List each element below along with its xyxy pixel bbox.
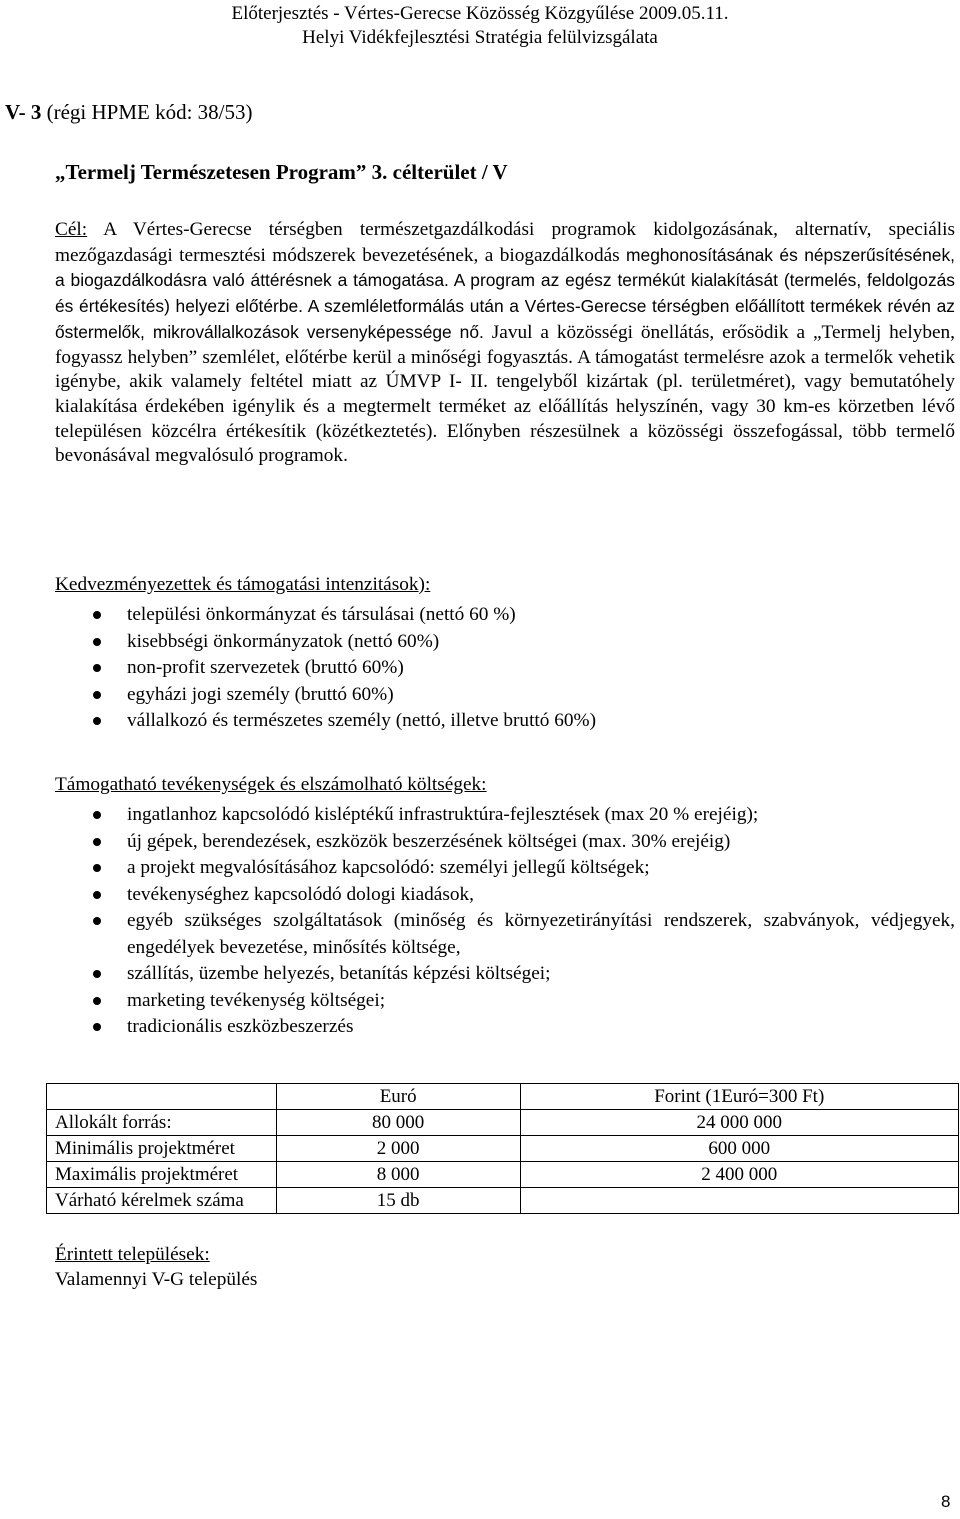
goal-text-d: területméret), vagy bemutatóhely kialakítása érdekében igénylik és a megtermelt terméket az előállítás helyszínén, vagy 30 km-es körzetben lévő településen közcélra értékesítik (közétkeztetés). Előnyben részesülnek a közösségi összefogással, több termelő bevonásával megvalósuló programok. xyxy=(55,371,955,467)
table-cell xyxy=(520,1188,959,1214)
bullet-icon xyxy=(93,717,101,725)
table-row xyxy=(47,1188,959,1214)
table-row xyxy=(47,1162,959,1188)
program-title: „Termelj Természetesen Program” 3. célterület / V xyxy=(55,160,508,184)
bullet-icon xyxy=(93,917,101,925)
bullet-icon xyxy=(93,1023,101,1031)
settlements-value: Valamennyi V-G település xyxy=(55,1269,258,1290)
bullet-icon xyxy=(93,664,101,672)
bullet-icon xyxy=(93,691,101,699)
table-row xyxy=(47,1110,959,1136)
list-item: ingatlanhoz kapcsolódó kisléptékű infrastruktúra-fejlesztések (max 20 % erejéig); xyxy=(55,802,955,829)
goal-text-b: meghonosításának és népszerűsítésének, a biogazdálkodásra való áttérésnek a támogatása. A program az egész termékút kialakítását (termelés, feldolgozás és értékesítés) helyezi előtérbe. A szemléletformálás után a Vértes-Gerecse térségben előállított termékek révén az őstermelők, mikrovállalkozások versenyképessége nő. xyxy=(55,244,955,342)
table-cell: Minimális projektméret xyxy=(47,1136,277,1162)
table-cell: 15 db xyxy=(276,1188,520,1214)
list-item: egyéb szükséges szolgáltatások (minőség és környezetirányítási rendszerek, szabványok, védjegyek, engedélyek bevezetése, minősítés költsége, xyxy=(55,908,955,961)
list-item: marketing tevékenység költségei; xyxy=(55,988,955,1015)
bullet-icon xyxy=(93,611,101,619)
section-code: V- 3 xyxy=(5,100,42,124)
table-cell: 2 400 000 xyxy=(520,1162,959,1188)
goal-paragraph xyxy=(55,218,955,469)
list-item: új gépek, berendezések, eszközök beszerzésének költségei (max. 30% erejéig) xyxy=(55,829,955,856)
bullet-icon xyxy=(93,997,101,1005)
header-line-1: Előterjesztés - Vértes-Gerecse Közösség Közgyűlése 2009.05.11. xyxy=(231,3,729,24)
table-cell: Allokált forrás: xyxy=(47,1110,277,1136)
list-item: a projekt megvalósításához kapcsolódó: személyi jellegű költségek; xyxy=(55,855,955,882)
list-item: szállítás, üzembe helyezés, betanítás képzési költségei; xyxy=(55,961,955,988)
table-cell: Maximális projektméret xyxy=(47,1162,277,1188)
list-item: települési önkormányzat és társulásai (nettó 60 %) xyxy=(55,602,955,629)
table-cell: 2 000 xyxy=(276,1136,520,1162)
activities-list xyxy=(55,802,955,1041)
budget-table xyxy=(46,1083,959,1214)
list-item: non-profit szervezetek (bruttó 60%) xyxy=(55,655,955,682)
list-item: kisebbségi önkormányzatok (nettó 60%) xyxy=(55,629,955,656)
document-header xyxy=(0,2,960,50)
settlements-block xyxy=(55,1242,257,1292)
goal-text-a: A Vértes-Gerecse térségben természetgazdálkodási programok kidolgozásának, alternatív, speciális mezőgazdasági termesztési módszerek bevezetésének, a biogazdálkodás xyxy=(55,219,955,266)
bullet-icon xyxy=(93,638,101,646)
section-title xyxy=(5,100,253,125)
table-header-cell xyxy=(47,1084,277,1110)
table-header-cell: Forint (1Euró=300 Ft) xyxy=(520,1084,959,1110)
list-item: vállalkozó és természetes személy (nettó, illetve bruttó 60%) xyxy=(55,708,955,735)
table-cell: 24 000 000 xyxy=(520,1110,959,1136)
bullet-icon xyxy=(93,891,101,899)
table-cell: 8 000 xyxy=(276,1162,520,1188)
bullet-icon xyxy=(93,864,101,872)
table-row xyxy=(47,1136,959,1162)
beneficiaries-heading: Kedvezményezettek és támogatási intenzitások): xyxy=(55,574,431,595)
section-old-code: (régi HPME kód: 38/53) xyxy=(46,100,253,124)
table-cell: 600 000 xyxy=(520,1136,959,1162)
settlements-heading: Érintett települések: xyxy=(55,1244,210,1265)
bullet-icon xyxy=(93,970,101,978)
bullet-icon xyxy=(93,838,101,846)
goal-label: Cél: xyxy=(55,219,88,240)
table-header-cell: Euró xyxy=(276,1084,520,1110)
table-cell: Várható kérelmek száma xyxy=(47,1188,277,1214)
activities-heading: Támogatható tevékenységek és elszámolható költségek: xyxy=(55,774,487,795)
goal-text-c: Javul a közösségi önellátás, erősödik a „Termelj helyben, fogyassz helyben” szemlélet, előtérbe kerül a minőségi fogyasztás. A támogatást termelésre azok a termelők vehetik igénybe, akik valamely feltétel miatt az ÚMVP I- II. tengelyből kizártak (pl. xyxy=(55,321,956,393)
list-item: tradicionális eszközbeszerzés xyxy=(55,1014,955,1041)
table-cell: 80 000 xyxy=(276,1110,520,1136)
bullet-icon xyxy=(93,811,101,819)
list-item: tevékenységhez kapcsolódó dologi kiadások, xyxy=(55,882,955,909)
header-line-2: Helyi Vidékfejlesztési Stratégia felülvizsgálata xyxy=(302,27,658,48)
beneficiaries-list xyxy=(55,602,955,735)
list-item: egyházi jogi személy (bruttó 60%) xyxy=(55,682,955,709)
page-number: 8 xyxy=(941,1492,951,1511)
table-header-row xyxy=(47,1084,959,1110)
